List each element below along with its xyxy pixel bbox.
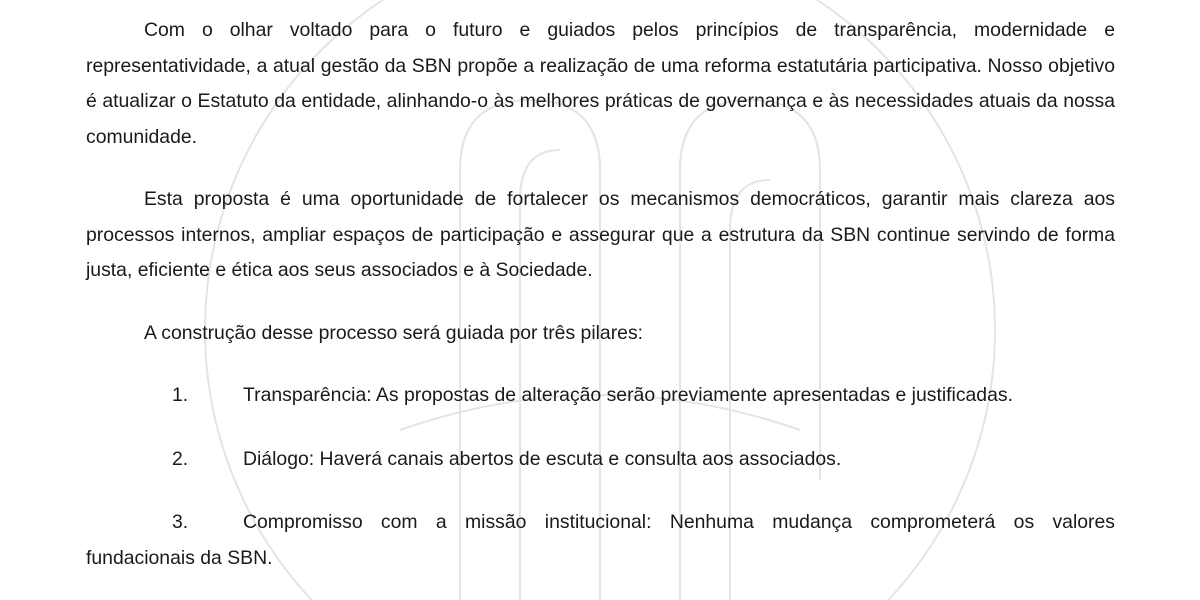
intro-paragraph: Com o olhar voltado para o futuro e guiados pelos princípios de transparência, modernidade e representatividade, a atual gestão da SBN propõe a realização de uma reforma estatutária participativa. Nosso objetivo é atualizar o Estatuto da entidade, alinhando-o às melhores práticas de governança e às necessidades atuais da nossa comunidade. (86, 19, 1115, 148)
pillar-text-first-line: Compromisso com a missão institucional: Nenhuma mudança comprometerá os valores (243, 511, 1115, 533)
proposal-paragraph: Esta proposta é uma oportunidade de fortalecer os mecanismos democráticos, garantir mais clareza aos processos internos, ampliar espaços de participação e assegurar que a estrutura da SBN continue servindo de forma justa, eficiente e ética aos seus associados e à Sociedade. (86, 188, 1115, 281)
paragraph-spacer (86, 155, 1115, 182)
list-spacer (86, 477, 1115, 505)
pillar-text: Transparência: As propostas de alteração serão previamente apresentadas e justificadas. (243, 384, 1013, 406)
paragraph-spacer (86, 289, 1115, 316)
list-spacer (86, 414, 1115, 442)
pillar-number: 2. (172, 447, 189, 470)
pillars-intro: A construção desse processo será guiada por três pilares: (144, 321, 644, 344)
pillar-item (86, 378, 1115, 414)
pillar-continuation (86, 541, 1115, 577)
pillar-text-continuation: fundacionais da SBN. (86, 546, 273, 569)
pillar-number: 3. (172, 511, 189, 533)
pillar-item (86, 442, 1115, 478)
pillar-number: 1. (172, 384, 189, 406)
document-body (86, 13, 1115, 576)
pillar-item (86, 505, 1115, 541)
paragraph-spacer (86, 351, 1115, 378)
pillar-text: Diálogo: Haverá canais abertos de escuta e consulta aos associados. (243, 447, 842, 470)
